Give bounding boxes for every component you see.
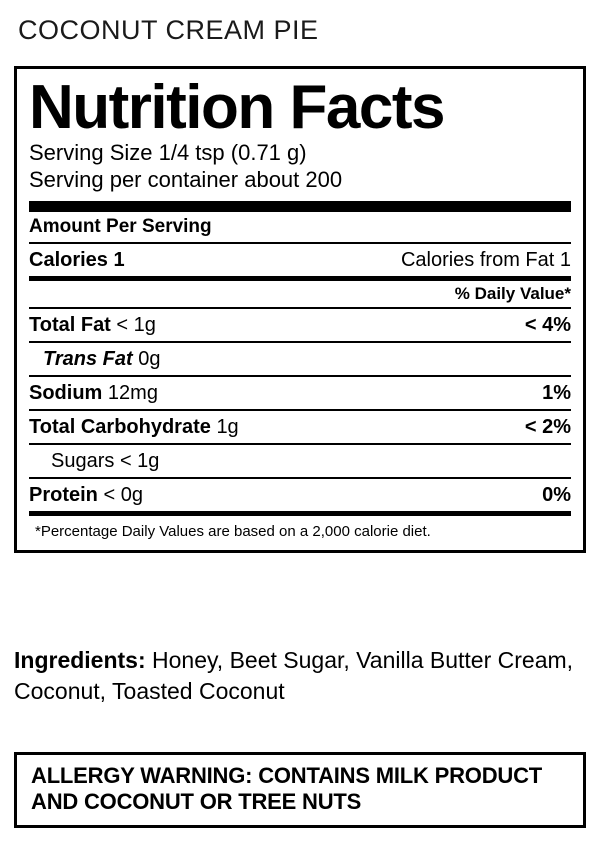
calories-label: Calories 1 [29, 248, 125, 271]
nutrient-label: Sodium [29, 381, 103, 404]
table-row [29, 377, 571, 409]
divider-thick [29, 201, 571, 212]
nutrient-value: 1g [216, 415, 239, 438]
nutrition-facts-panel [14, 66, 586, 553]
table-row [29, 479, 571, 511]
amount-per-serving-label: Amount Per Serving [29, 215, 212, 237]
calories-row [29, 244, 571, 276]
servings-per-container: Serving per container about 200 [29, 166, 343, 192]
daily-value-header: % Daily Value* [454, 283, 571, 303]
table-row [29, 411, 571, 443]
ingredients-section [14, 645, 592, 707]
nutrient-value: < 0g [103, 483, 143, 506]
nutrient-value: 12mg [107, 381, 158, 404]
daily-value-footnote: *Percentage Daily Values are based on a 2,000 calorie diet. [35, 522, 431, 540]
calories-from-fat: Calories from Fat 1 [400, 248, 571, 271]
table-row [29, 445, 571, 477]
nutrient-dv: 0% [542, 483, 571, 506]
ingredients-label: Ingredients: [14, 647, 146, 673]
nutrient-label: Trans Fat [43, 347, 133, 370]
ingredients-text: Honey, Beet Sugar, Vanilla Butter Cream, Coconut, Toasted Coconut [14, 647, 574, 705]
serving-size: Serving Size 1/4 tsp (0.71 g) [29, 139, 307, 165]
allergy-warning-text: ALLERGY WARNING: CONTAINS MILK PRODUCT AND COCONUT OR TREE NUTS [31, 763, 543, 814]
nutrient-value: 0g [138, 347, 161, 370]
nutrient-label: Total Fat [29, 313, 111, 336]
nutrient-dv: < 2% [524, 415, 571, 438]
allergy-warning-box [14, 752, 586, 828]
page-title: COCONUT CREAM PIE [18, 15, 319, 45]
nutrient-dv: < 4% [524, 313, 571, 336]
nutrient-label: Protein [29, 483, 98, 506]
nutrient-value: < 1g [119, 449, 160, 472]
table-row [29, 309, 571, 341]
nutrient-label: Sugars [51, 449, 115, 472]
nutrient-label: Total Carbohydrate [29, 415, 211, 438]
nutrition-facts-heading: Nutrition Facts [29, 73, 444, 142]
nutrient-dv: 1% [542, 381, 571, 404]
nutrient-value: < 1g [116, 313, 156, 336]
table-row [29, 343, 571, 375]
